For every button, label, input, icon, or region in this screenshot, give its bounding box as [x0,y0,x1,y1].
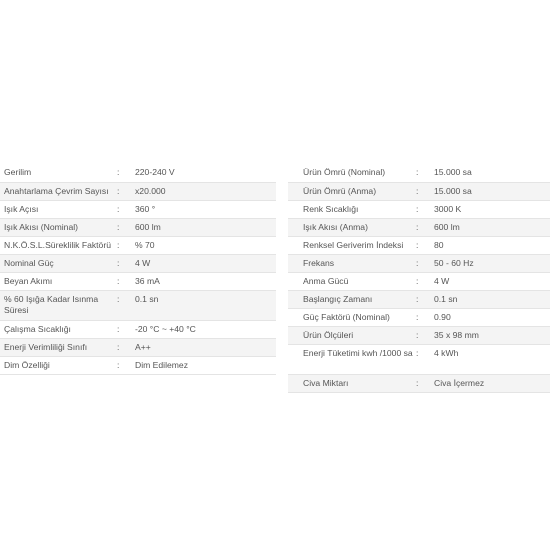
spec-separator: : [416,218,434,236]
spec-separator: : [117,218,135,236]
table-row [288,200,550,218]
table-row [288,326,550,344]
spec-label: Ürün Ömrü (Anma) [288,182,416,200]
spec-label: Çalışma Sıcaklığı [0,320,117,338]
spec-separator: : [416,182,434,200]
spec-value: 3000 K [434,200,550,218]
spec-separator: : [416,200,434,218]
spec-separator: : [416,344,434,374]
spec-label: Nominal Güç [0,254,117,272]
spec-separator: : [416,254,434,272]
spec-value: A++ [135,338,276,356]
spec-label: Işık Açısı [0,200,117,218]
table-row [288,308,550,326]
right-spec-table [288,164,550,393]
spec-label: Işık Akısı (Anma) [288,218,416,236]
spec-separator: : [117,200,135,218]
spec-label: Frekans [288,254,416,272]
spec-separator: : [117,290,135,320]
table-row [288,254,550,272]
table-row [0,164,276,182]
spec-separator: : [117,254,135,272]
spec-value: 360 ° [135,200,276,218]
spec-value: Dim Edilemez [135,356,276,374]
spec-value: 0.1 sn [434,290,550,308]
spec-label: Dim Özelliği [0,356,117,374]
spec-value: x20.000 [135,182,276,200]
spec-value: 0.90 [434,308,550,326]
spec-label: Anma Gücü [288,272,416,290]
spec-value: 15.000 sa [434,164,550,182]
table-row [288,236,550,254]
table-row [288,290,550,308]
spec-label: Renk Sıcaklığı [288,200,416,218]
spec-separator: : [416,272,434,290]
spec-separator: : [117,320,135,338]
table-row [288,344,550,374]
spec-separator: : [117,182,135,200]
left-spec-table [0,164,276,375]
table-row [0,272,276,290]
spec-separator: : [416,308,434,326]
spec-value: 36 mA [135,272,276,290]
spec-separator: : [117,164,135,182]
spec-value: -20 °C ~ +40 °C [135,320,276,338]
spec-label: Işık Akısı (Nominal) [0,218,117,236]
spec-label: Gerilim [0,164,117,182]
table-row [0,200,276,218]
table-row [288,272,550,290]
table-row [0,320,276,338]
table-row [0,182,276,200]
spec-value: 35 x 98 mm [434,326,550,344]
spec-value: Civa İçermez [434,374,550,392]
spec-label: % 60 Işığa Kadar Isınma Süresi [0,290,117,320]
spec-value: 80 [434,236,550,254]
spec-separator: : [117,272,135,290]
spec-value: 600 lm [434,218,550,236]
spec-label: Ürün Ölçüleri [288,326,416,344]
spec-label: Beyan Akımı [0,272,117,290]
spec-value: 600 lm [135,218,276,236]
table-row [0,254,276,272]
spec-label: Başlangıç Zamanı [288,290,416,308]
table-row [288,182,550,200]
spec-separator: : [416,326,434,344]
spec-separator: : [416,164,434,182]
spec-label: Ürün Ömrü (Nominal) [288,164,416,182]
table-row [288,164,550,182]
spec-value: 220-240 V [135,164,276,182]
spec-label: Güç Faktörü (Nominal) [288,308,416,326]
spec-value: 4 W [434,272,550,290]
table-row [0,338,276,356]
spec-value: 0.1 sn [135,290,276,320]
table-row [288,374,550,392]
spec-label: Anahtarlama Çevrim Sayısı [0,182,117,200]
spec-label: N.K.Ö.S.L.Süreklilik Faktörü [0,236,117,254]
spec-label: Enerji Tüketimi kwh /1000 sa [288,344,416,374]
spec-separator: : [416,236,434,254]
spec-separator: : [416,374,434,392]
table-row [0,290,276,320]
table-row [0,218,276,236]
spec-separator: : [117,356,135,374]
spec-value: 15.000 sa [434,182,550,200]
spec-separator: : [416,290,434,308]
spec-value: 4 kWh [434,344,550,374]
spec-value: 50 - 60 Hz [434,254,550,272]
spec-label: Renksel Geriverim İndeksi [288,236,416,254]
table-row [288,218,550,236]
table-row [0,356,276,374]
spec-label: Enerji Verimliliği Sınıfı [0,338,117,356]
spec-separator: : [117,338,135,356]
spec-separator: : [117,236,135,254]
spec-value: % 70 [135,236,276,254]
spec-value: 4 W [135,254,276,272]
table-row [0,236,276,254]
spec-label: Civa Miktarı [288,374,416,392]
